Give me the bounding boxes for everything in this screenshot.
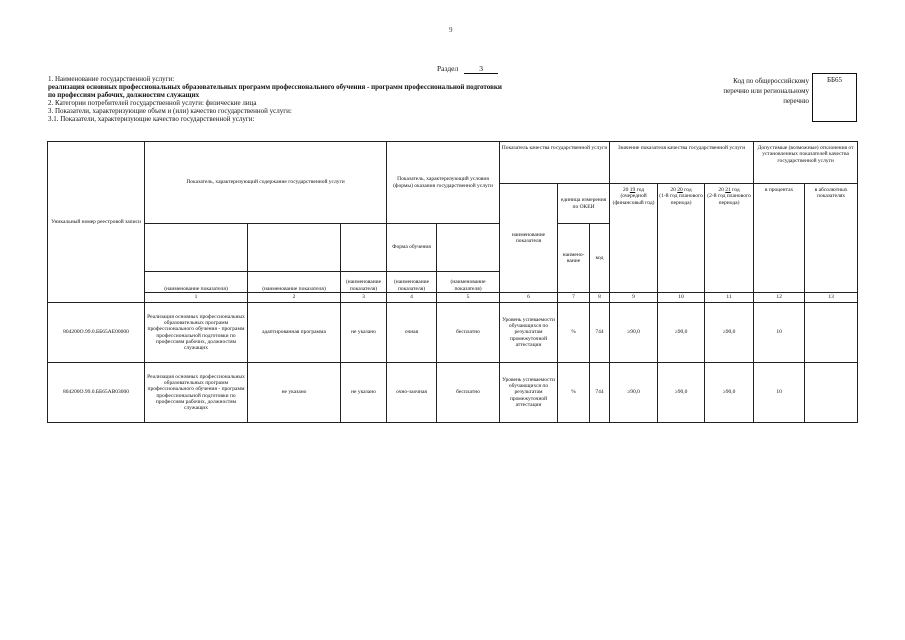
row-cell: очно-заочная [387, 363, 437, 423]
row-cell: бесплатно [437, 363, 500, 423]
row-cell: ≥90,0 [610, 363, 658, 423]
content-sub-2 [248, 224, 341, 272]
column-number: 11 [705, 293, 754, 303]
code-value: ББ65 [826, 76, 843, 84]
info-line: 3. Показатели, характеризующие объем и (или) качество государственной услуги: [48, 107, 292, 115]
sub-indicator-name: (наименование показателя) [341, 272, 387, 293]
header-deviation: Допустимые (возможные) отклонения от установленных показателей качества государственной услуги [754, 142, 858, 184]
row-cell [805, 363, 858, 423]
table-row [48, 303, 858, 363]
row-cell: 10 [754, 303, 805, 363]
header-indicator-name: наименование показателя [500, 184, 558, 293]
code-label-line: перечню или региональному [723, 87, 809, 95]
row-cell: ≥90,0 [705, 303, 754, 363]
row-cell: % [558, 363, 590, 423]
row-cell: Уровень успеваемости обучающихся по результатам промежуточной аттестации [500, 303, 558, 363]
header-absolute: в абсолютных показателях [805, 184, 858, 293]
row-cell: очная [387, 303, 437, 363]
column-number: 8 [590, 293, 610, 303]
row-cell: 744 [590, 363, 610, 423]
row-cell: 804200О.99.0.ББ65АВ03000 [48, 363, 145, 423]
column-number: 1 [145, 293, 248, 303]
header-form: Форма обучения [387, 224, 437, 272]
header-content-indicator: Показатель, характеризующий содержание государственной услуги [145, 142, 387, 224]
header-unit-code: код [590, 224, 610, 293]
info-line: реализация основных профессиональных образовательных программ профессионального обучения - программ профессиональной подготовки [48, 83, 502, 91]
content-sub-1 [145, 224, 248, 272]
row-cell: адаптированная программа [248, 303, 341, 363]
section-header [437, 64, 498, 74]
sub-indicator-name: (наименование показателя) [387, 272, 437, 293]
sub-indicator-name: (наименование показателя) [437, 272, 500, 293]
conditions-sub-2 [437, 224, 500, 272]
info-line: по профессиям рабочих, должностям служащих [48, 91, 200, 99]
row-cell: не указано [248, 363, 341, 423]
row-cell: бесплатно [437, 303, 500, 363]
header-year-3: 20 21 год (2-й год планового периода) [705, 184, 754, 293]
column-number: 10 [658, 293, 705, 303]
row-cell: Реализация основных профессиональных образовательных программ профессионального обучения - программ профессиональной подготовки по профессиям рабочих, должностям служащих [145, 363, 248, 423]
quality-table [47, 141, 858, 423]
info-line: 1. Наименование государственной услуги: [48, 75, 175, 83]
row-cell: Реализация основных профессиональных образовательных программ профессионального обучения - программ профессиональной подготовки по профессиям рабочих, должностям служащих [145, 303, 248, 363]
service-info [48, 75, 608, 123]
row-cell: ≥90,0 [610, 303, 658, 363]
column-number-row [48, 293, 858, 303]
header-unit-name: наимено-вание [558, 224, 590, 293]
header-year-2: 20 20 год (1-й год планового периода) [658, 184, 705, 293]
section-number: 3 [464, 64, 498, 74]
header-unique-number: Уникальный номер реестровой записи [48, 142, 145, 303]
column-number: 2 [248, 293, 341, 303]
content-sub-3 [341, 224, 387, 272]
column-number: 7 [558, 293, 590, 303]
code-box [812, 73, 857, 122]
row-cell: 804200О.99.0.ББ65АЕ00000 [48, 303, 145, 363]
page-number: 9 [449, 26, 453, 34]
column-number: 3 [341, 293, 387, 303]
row-cell: ≥90,0 [705, 363, 754, 423]
info-line: 2. Категории потребителей государственной услуги: физические лица [48, 99, 257, 107]
info-line: 3.1. Показатели, характеризующие качество государственной услуги: [48, 115, 255, 123]
sub-indicator-name: (наименование показателя) [248, 272, 341, 293]
header-year-1: 20 19 год (очередной (финансовый год) [610, 184, 658, 293]
column-number: 9 [610, 293, 658, 303]
row-cell: ≥90,0 [658, 363, 705, 423]
header-unit: единица измерения по ОКЕИ [558, 184, 610, 224]
column-number: 12 [754, 293, 805, 303]
row-cell: % [558, 303, 590, 363]
row-cell: не указано [341, 363, 387, 423]
column-number: 13 [805, 293, 858, 303]
column-number: 4 [387, 293, 437, 303]
column-number: 5 [437, 293, 500, 303]
header-quality-indicator: Показатель качества государственной услуги [500, 142, 610, 184]
row-cell: Уровень успеваемости обучающихся по результатам промежуточной аттестации [500, 363, 558, 423]
column-number: 6 [500, 293, 558, 303]
row-cell: 10 [754, 363, 805, 423]
code-label-line: Код по общероссийскому [733, 77, 809, 85]
section-label: Раздел [437, 64, 459, 73]
row-cell [805, 303, 858, 363]
header-values: Значение показателя качества государственной услуги [610, 142, 754, 184]
row-cell: не указано [341, 303, 387, 363]
table-row [48, 363, 858, 423]
header-percent: в процентах [754, 184, 805, 293]
row-cell: 744 [590, 303, 610, 363]
row-cell: ≥90,0 [658, 303, 705, 363]
code-label-line: перечню [783, 97, 809, 105]
code-label [686, 76, 809, 106]
sub-indicator-name: (наименование показателя) [145, 272, 248, 293]
header-conditions-indicator: Показатель, характеризующий условия (формы) оказания государственной услуги [387, 142, 500, 224]
